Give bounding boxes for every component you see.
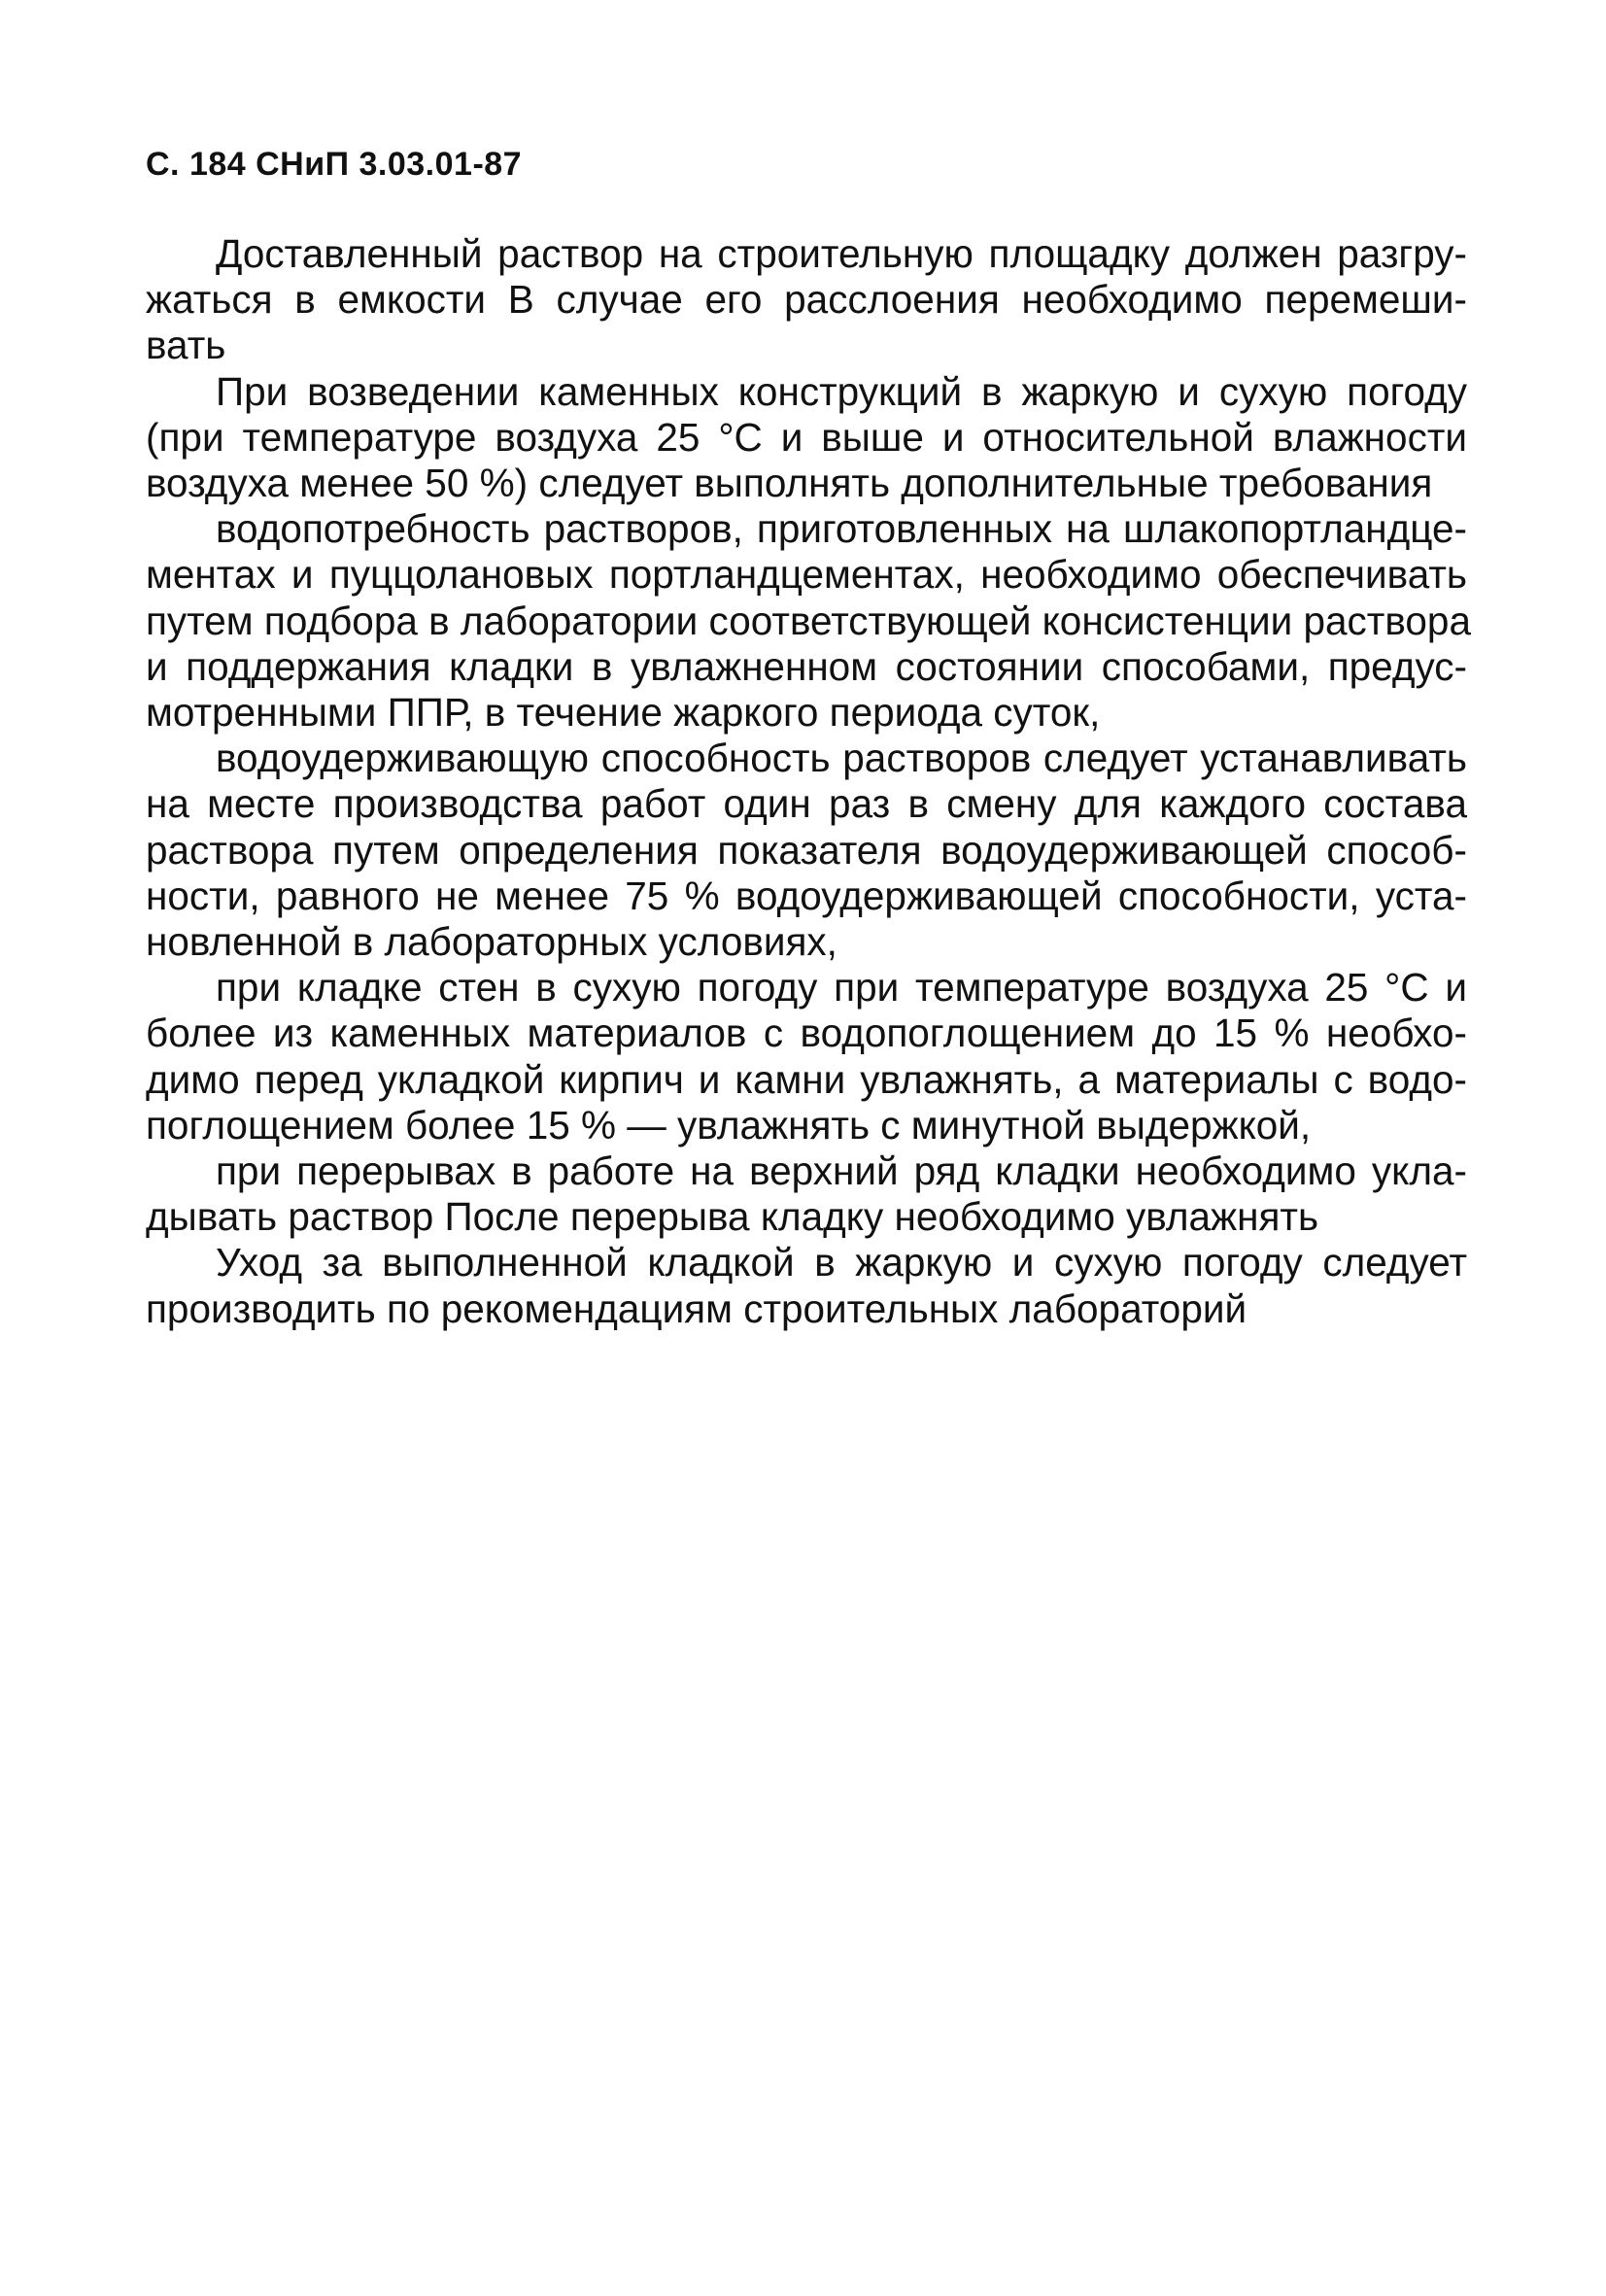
paragraph-7-line-1: Уход за выполненной кладкой в жаркую и сухую погоду следует bbox=[216, 1240, 1467, 1285]
paragraph-1-line-3: вать bbox=[146, 323, 226, 368]
paragraph-3-line-2: ментах и пуццолановых портландцементах, необходимо обеспечивать bbox=[146, 552, 1467, 598]
paragraph-2-line-3: воздуха менее 50 %) следует выполнять дополнительные требования bbox=[146, 461, 1433, 506]
paragraph-6-line-2: дывать раствор После перерыва кладку необходимо увлажнять bbox=[146, 1194, 1319, 1240]
paragraph-4-line-5: новленной в лабораторных условиях, bbox=[146, 919, 837, 965]
paragraph-5-line-1: при кладке стен в сухую погоду при температуре воздуха 25 °С и bbox=[216, 965, 1467, 1011]
paragraph-3-line-3: путем подбора в лаборатории соответствующей консистенции раствора bbox=[146, 598, 1471, 643]
paragraph-2-line-2: (при температуре воздуха 25 °С и выше и относительной влажности bbox=[146, 414, 1467, 460]
paragraph-4-line-1: водоудерживающую способность растворов следует устанавливать bbox=[216, 736, 1467, 781]
document-body bbox=[146, 231, 1471, 1332]
paragraph-7-line-2: производить по рекомендациям строительных лабораторий bbox=[146, 1285, 1247, 1331]
paragraph-3-line-5: мотренными ППР, в течение жаркого периода суток, bbox=[146, 690, 1101, 736]
paragraph-1-line-2: жаться в емкости В случае его расслоения необходимо перемеши- bbox=[146, 277, 1467, 323]
paragraph-5-line-2: более из каменных материалов с водопоглощением до 15 % необхо- bbox=[146, 1011, 1467, 1056]
paragraph-4-line-3: раствора путем определения показателя водоудерживающей способ- bbox=[146, 827, 1467, 873]
paragraph-6-line-1: при перерывах в работе на верхний ряд кладки необходимо укла- bbox=[216, 1148, 1467, 1194]
paragraph-2-line-1: При возведении каменных конструкций в жаркую и сухую погоду bbox=[216, 368, 1467, 414]
paragraph-1-line-1: Доставленный раствор на строительную площадку должен разгру- bbox=[216, 231, 1467, 276]
paragraph-3-line-4: и поддержания кладки в увлажненном состоянии способами, предус- bbox=[146, 643, 1467, 689]
paragraph-4-line-4: ности, равного не менее 75 % водоудерживающей способности, уста- bbox=[146, 873, 1467, 918]
paragraph-5-line-4: поглощением более 15 % — увлажнять с минутной выдержкой, bbox=[146, 1102, 1312, 1148]
paragraph-5-line-3: димо перед укладкой кирпич и камни увлажнять, а материалы с водо- bbox=[146, 1056, 1467, 1102]
running-header: С. 184 СНиП 3.03.01-87 bbox=[146, 146, 523, 183]
paragraph-3-line-1: водопотребность растворов, приготовленных на шлакопортландце- bbox=[216, 506, 1467, 552]
paragraph-4-line-2: на месте производства работ один раз в смену для каждого состава bbox=[146, 781, 1467, 827]
